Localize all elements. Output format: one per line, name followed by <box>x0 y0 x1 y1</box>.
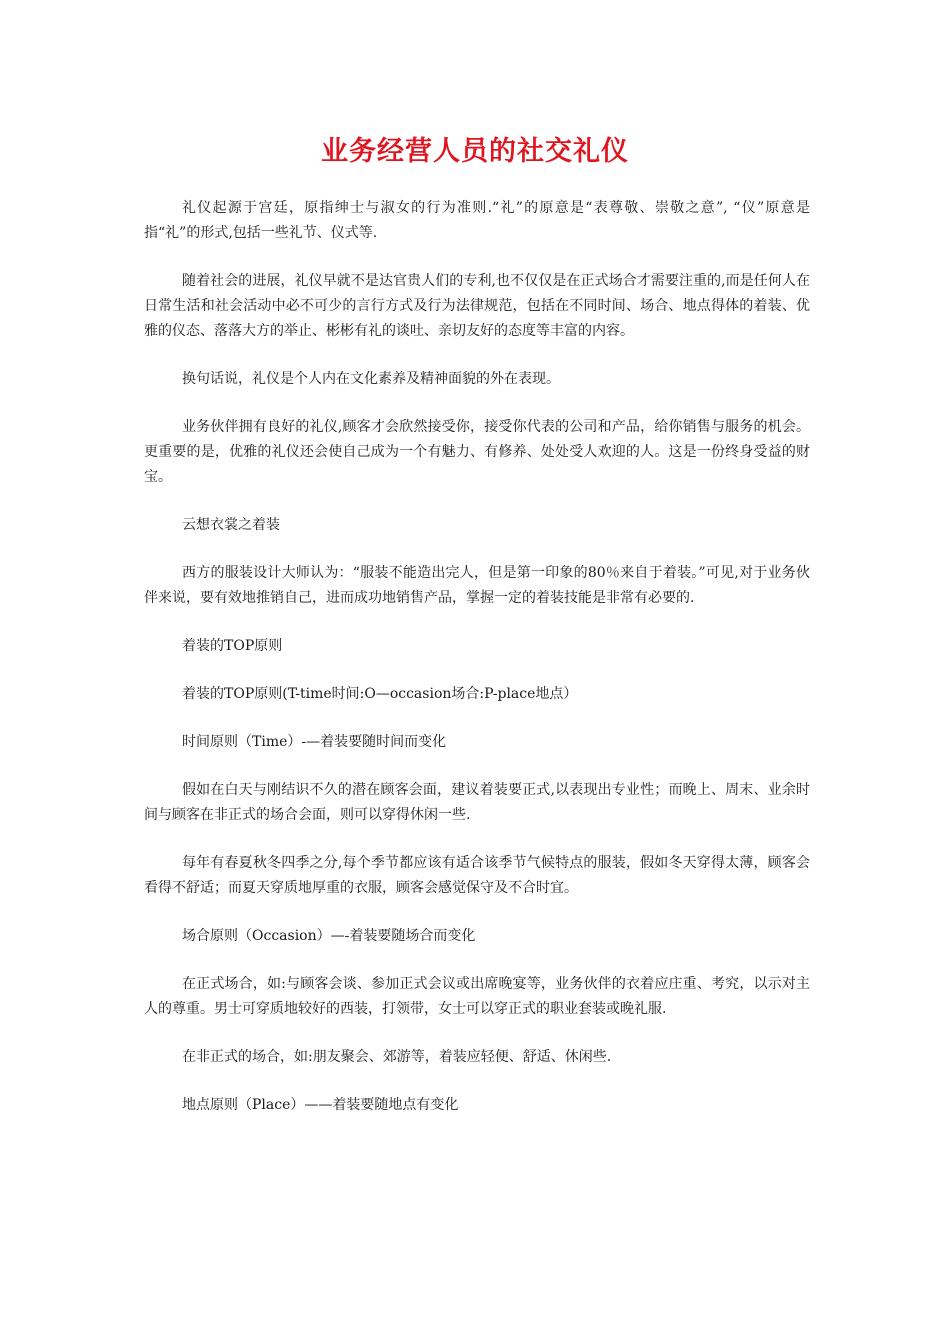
paragraph: 随着社会的进展，礼仪早就不是达官贵人们的专利,也不仅仅是在正式场合才需要注重的,而是任何人在日常生活和社会活动中必不可少的言行方式及行为法律规范，包括在不同时间、场合、地点得体的着装、优雅的仪态、落落大方的举止、彬彬有礼的谈吐、亲切友好的态度等丰富的内容。 <box>144 273 810 339</box>
paragraph: 着装的TOP原则(T-time时间:O—occasion场合:P-place地点） <box>182 686 578 702</box>
paragraph: 换句话说，礼仪是个人内在文化素养及精神面貌的外在表现。 <box>182 371 560 387</box>
section-heading: 场合原则（Occasion）—-着装要随场合而变化 <box>182 928 476 944</box>
section-heading: 时间原则（Time）-—着装要随时间而变化 <box>182 734 447 750</box>
section-heading: 地点原则（Place）——着装要随地点有变化 <box>182 1097 459 1113</box>
paragraph: 在非正式的场合，如:朋友聚会、郊游等，着装应轻便、舒适、休闲些. <box>182 1049 612 1065</box>
paragraph: 假如在白天与刚结识不久的潜在顾客会面，建议着装要正式,以表现出专业性；而晚上、周末、业余时间与顾客在非正式的场合会面，则可以穿得休闲一些. <box>144 782 810 823</box>
section-heading: 着装的TOP原则 <box>182 638 283 654</box>
paragraph: 业务伙伴拥有良好的礼仪,顾客才会欣然接受你，接受你代表的公司和产品，给你销售与服务的机会。更重要的是，优雅的礼仪还会使自己成为一个有魅力、有修养、处处受人欢迎的人。这是一份终身受益的财宝。 <box>144 419 810 485</box>
document-title: 业务经营人员的社交礼仪 <box>321 136 629 167</box>
paragraph: 西方的服装设计大师认为：“服装不能造出完人，但是第一印象的80％来自于着装。”可见,对于业务伙伴来说，要有效地推销自己，进而成功地销售产品，掌握一定的着装技能是非常有必要的. <box>144 565 810 606</box>
section-heading: 云想衣裳之着装 <box>182 517 280 533</box>
paragraph: 在正式场合，如:与顾客会谈、参加正式会议或出席晚宴等，业务伙伴的衣着应庄重、考究，以示对主人的尊重。男士可穿质地较好的西装，打领带，女士可以穿正式的职业套装或晚礼服. <box>144 976 810 1017</box>
paragraph: 礼仪起源于宫廷，原指绅士与淑女的行为准则.“礼”的原意是“表尊敬、崇敬之意”, “仪”原意是指“礼”的形式,包括一些礼节、仪式等. <box>144 200 810 241</box>
paragraph: 每年有春夏秋冬四季之分,每个季节都应该有适合该季节气候特点的服装，假如冬天穿得太薄，顾客会看得不舒适；而夏天穿质地厚重的衣服，顾客会感觉保守及不合时宜。 <box>144 855 810 896</box>
document-body <box>144 196 810 1141</box>
